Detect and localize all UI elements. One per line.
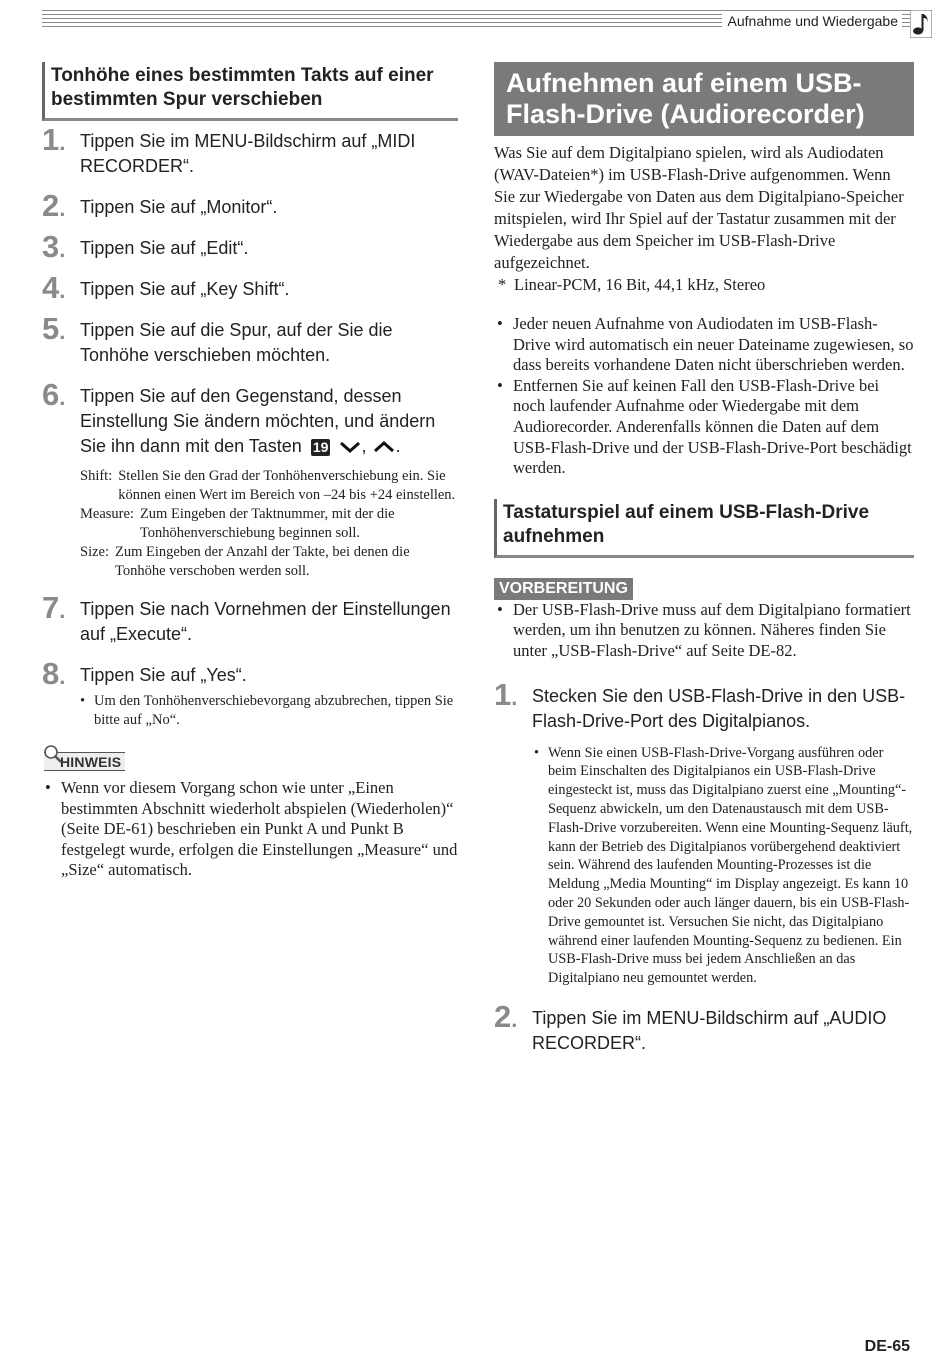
step-text: Tippen Sie auf „Yes“.	[80, 665, 247, 685]
step-number: 2.	[494, 998, 518, 1034]
right-steps-continued	[494, 998, 914, 1056]
step-text: Tippen Sie auf „Edit“.	[80, 238, 249, 258]
step-number: 2.	[42, 188, 66, 223]
step-number: 7.	[42, 590, 66, 625]
step-number: 4.	[42, 270, 66, 305]
step-5	[42, 311, 458, 368]
step-text: Tippen Sie nach Vornehmen der Einstellungen auf „Execute“.	[80, 599, 451, 644]
definition-term: Size:	[80, 544, 109, 560]
step-number: 3.	[42, 229, 66, 264]
step-1	[42, 122, 458, 179]
vorbereitung-badge: VORBEREITUNG	[494, 578, 633, 600]
usb-bullets	[494, 314, 914, 479]
step-7	[42, 590, 458, 647]
chevron-down-icon	[339, 440, 361, 454]
step-text: Tippen Sie im MENU-Bildschirm auf „MIDI RECORDER“.	[80, 131, 416, 176]
hinweis-list	[42, 778, 458, 881]
definition-desc: Zum Eingeben der Anzahl der Takte, bei denen die Tonhöhe verschoben werden soll.	[115, 544, 410, 579]
key-ref-badge: 19	[312, 439, 329, 455]
vorbereitung-list	[494, 600, 914, 662]
left-steps-continued	[42, 590, 458, 691]
step-6: 6. Tippen Sie auf den Gegenstand, dessen Einstellung Sie ändern möchten, und ändern Sie ihn dann mit den Tasten 19 , .	[42, 377, 436, 456]
step-4	[42, 270, 458, 305]
step-text: Tippen Sie auf den Gegenstand, dessen Einstellung Sie ändern möchten, und ändern Sie ihn dann mit den Tasten	[80, 386, 436, 456]
step-3	[42, 229, 458, 264]
hinweis-label: HINWEIS	[44, 752, 125, 771]
list-item: • Jeder neuen Aufnahme von Audiodaten im USB-Flash-Drive wird automatisch ein neuer Dateiname zugewiesen, so dass bereits vorhandene Daten nicht überschrieben werden.	[494, 314, 914, 376]
right-step-2	[494, 998, 914, 1056]
step-text: Tippen Sie auf „Key Shift“.	[80, 279, 290, 299]
hinweis-item: • Wenn vor diesem Vorgang schon wie unter „Einen bestimmten Abschnitt wiederholt abspielen (Wiederholen)“ (Seite DE-61) beschrieben ein Punkt A und Punkt B festgelegt wurde, erfolgen die Einstellungen „Measure“ und „Size“ automatisch.	[42, 778, 458, 881]
vorbereitung-item: • Der USB-Flash-Drive muss auf dem Digitalpiano formatiert werden, um ihn benutzen zu können. Näheres finden Sie unter „USB-Flash-Drive“ auf Seite DE-82.	[494, 600, 914, 662]
definition-measure	[80, 505, 458, 543]
definition-desc: Stellen Sie den Grad der Tonhöhenverschiebung ein. Sie können einen Wert im Bereich von –24 bis +24 einstellen.	[118, 468, 456, 503]
step-text: Tippen Sie im MENU-Bildschirm auf „AUDIO RECORDER“.	[532, 1007, 887, 1053]
right-step-1	[494, 676, 914, 734]
intro-paragraph: Was Sie auf dem Digitalpiano spielen, wird als Audiodaten (WAV-Dateien*) im USB-Flash-Drive aufgenommen. Wenn Sie zur Wiedergabe von Daten aus dem Digitalpiano-Speicher mitspielen, wird Ihr Spiel auf der Tastatur zusammen mit der Wiedergabe aus dem Speicher im USB-Flash-Drive aufgezeichnet.	[494, 143, 904, 272]
step-number: 1.	[42, 122, 66, 157]
definition-desc: Zum Eingeben der Taktnummer, mit der die Tonhöhenverschiebung beginnen soll.	[139, 506, 395, 541]
step-number: 1.	[494, 676, 518, 712]
step-number: 8.	[42, 656, 66, 691]
page-number: DE-65	[864, 1338, 910, 1355]
step-8	[42, 656, 458, 691]
chevron-up-icon	[373, 440, 395, 454]
step-8-note: • Um den Tonhöhenverschiebevorgang abzubrechen, tippen Sie bitte auf „No“.	[94, 692, 458, 730]
subsection-heading: Tastaturspiel auf einem USB-Flash-Drive aufnehmen	[494, 499, 914, 558]
left-steps	[42, 122, 458, 459]
step-1-note: • Wenn Sie einen USB-Flash-Drive-Vorgang ausführen oder beim Einschalten des Digitalpianos ein USB-Flash-Drive eingesteckt ist, muss das Digitalpiano zuerst eine „Mounting“-Sequenz abwickeln, um den Datenaustausch mit dem USB-Flash-Drive vorzubereiten. Wenn eine Mounting-Sequenz läuft, kann der Betrieb des Digitalpianos vorübergehend deaktiviert sein. Während des laufenden Mounting-Prozesses ist die Meldung „Media Mounting“ im Display angezeigt. Es kann 10 oder 20 Sekunden oder auch länger dauern, bis ein USB-Flash- Drive gemountet ist. Versuchen Sie nicht, das Digitalpiano während einer laufenden Mounting-Sequenz zu bedienen. Ein USB-Flash-Drive muss bei jedem Anschließen an das Digitalpiano neu gemountet werden.	[548, 744, 914, 988]
right-section-heading: Aufnehmen auf einem USB-Flash-Drive (Audiorecorder)	[494, 62, 914, 136]
left-section-heading: Tonhöhe eines bestimmten Takts auf einer bestimmten Spur verschieben	[42, 62, 458, 121]
step-2	[42, 188, 458, 223]
step-number: 6.	[42, 377, 66, 412]
definition-term: Shift:	[80, 468, 113, 484]
magnifier-icon	[42, 744, 64, 764]
section-title: Aufnahme und Wiedergabe	[722, 13, 902, 29]
step-text: Tippen Sie auf die Spur, auf der Sie die Tonhöhe verschieben möchten.	[80, 320, 393, 365]
step-number: 5.	[42, 311, 66, 346]
right-steps	[494, 676, 914, 734]
music-note-icon	[910, 10, 932, 38]
list-item: • Entfernen Sie auf keinen Fall den USB-Flash-Drive bei noch laufender Aufnahme oder Wiedergabe mit dem Audiorecorder. Anderenfalls können die Daten auf dem USB-Flash-Drive und der USB-Flash-Drive-Port beschädigt werden.	[494, 376, 914, 479]
footnote: * Linear-PCM, 16 Bit, 44,1 kHz, Stereo	[494, 274, 914, 296]
definition-term: Measure:	[80, 506, 134, 522]
definition-shift	[80, 467, 458, 505]
definition-size	[80, 543, 458, 581]
step-text: Stecken Sie den USB-Flash-Drive in den USB-Flash-Drive-Port des Digitalpianos.	[532, 685, 906, 731]
definition-list	[80, 467, 458, 581]
hinweis-badge	[44, 754, 125, 772]
step-text: Tippen Sie auf „Monitor“.	[80, 197, 278, 217]
